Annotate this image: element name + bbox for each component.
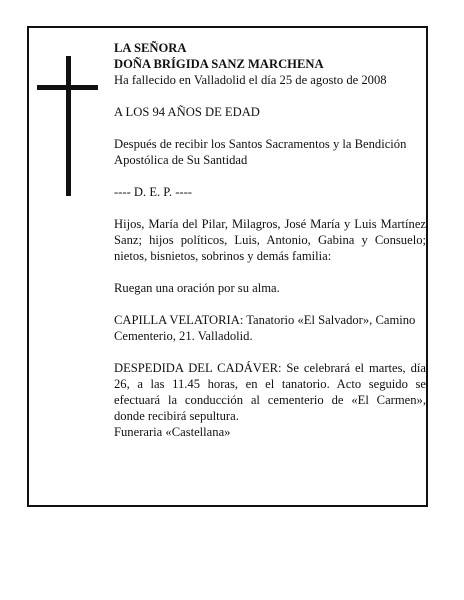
deceased-name: DOÑA BRÍGIDA SANZ MARCHENA [114,57,324,71]
farewell-text: DESPEDIDA DEL CADÁVER: Se celebrará el martes, día 26, a las 11.45 horas, en el tanatorio. Acto seguido se efectuará la conducción al cementerio de «El Carmen», donde recibirá sepultura. [114,361,426,423]
age-line: A LOS 94 AÑOS DE EDAD [114,105,260,119]
prayer-text: Ruegan una oración por su alma. [114,281,280,295]
death-notice: Ha fallecido en Valladolid el día 25 de agosto de 2008 [114,73,387,87]
family-text: Hijos, María del Pilar, Milagros, José María y Luis Martínez Sanz; hijos políticos, Luis, Antonio, Gabina y Consuelo; nietos, bisnietos, sobrinos y demás familia: [114,217,426,263]
cross-icon-bar [37,85,98,90]
header-line: LA SEÑORA [114,41,187,55]
obituary-text [114,40,426,440]
sacraments-text: Después de recibir los Santos Sacramentos y la Bendición Apostólica de Su Santidad [114,137,407,167]
cross-icon [66,56,71,196]
funeral-home: Funeraria «Castellana» [114,425,231,439]
dep-line: ---- D. E. P. ---- [114,185,192,199]
chapel-text: CAPILLA VELATORIA: Tanatorio «El Salvador», Camino Cementerio, 21. Valladolid. [114,313,416,343]
